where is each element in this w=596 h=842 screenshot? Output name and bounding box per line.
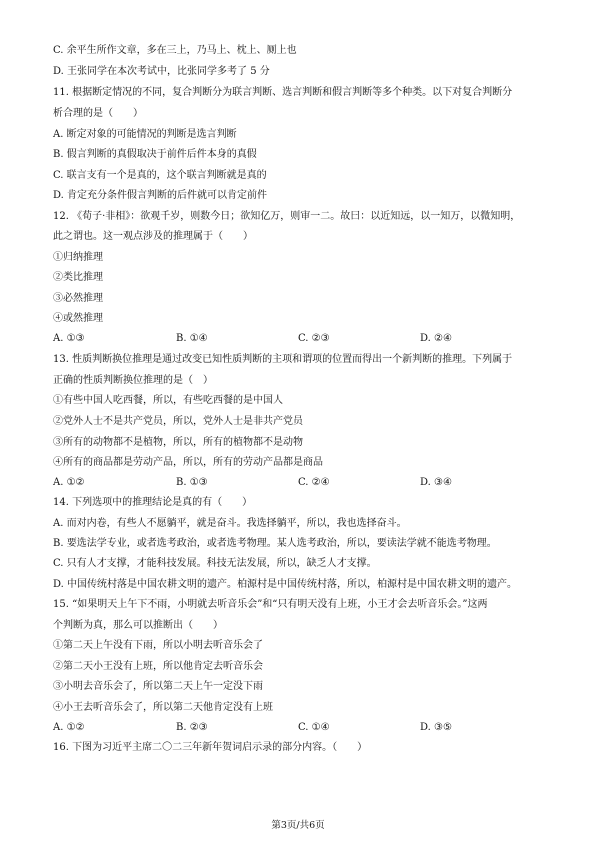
q13-stem-cont: 正确的性质判断换位推理的是（ ） xyxy=(53,375,213,386)
q15-item-1: ①第二天上午没有下雨，所以小明去听音乐会了 xyxy=(53,640,263,651)
q12-item-1: ①归纳推理 xyxy=(53,252,103,263)
q14-option-d: D. 中国传统村落是中国农耕文明的遗产。柏源村是中国传统村落，所以，柏源村是中国农耕文明的遗产。 xyxy=(53,579,518,590)
page-footer: 第3页/共6页 xyxy=(271,820,325,831)
q13-choice-a: A. ①② xyxy=(53,477,85,488)
q11-stem: 11. 根据断定情况的不同，复合判断分为联言判断、选言判断和假言判断等多个种类。以下对复合判断分 xyxy=(53,87,513,98)
q16-stem: 16. 下图为习近平主席二〇二三年新年贺词启示录的部分内容。（ ） xyxy=(53,742,368,753)
q13-item-1: ①有些中国人吃西餐，所以，有些吃西餐的是中国人 xyxy=(53,395,283,406)
q12-stem: 12. 《荀子·非相》：欲观千岁，则数今日；欲知亿万，则审一二。故曰：以近知远，以一知万，以微知明， xyxy=(53,211,521,222)
q13-choice-c: C. ②④ xyxy=(298,477,330,488)
q15-stem-cont: 个判断为真，那么可以推断出（ ） xyxy=(53,620,223,631)
q13-choices xyxy=(53,476,553,490)
q11-option-b: B. 假言判断的真假取决于前件后件本身的真假 xyxy=(53,149,257,160)
q13-choice-d: D. ③④ xyxy=(420,477,452,488)
q15-choice-a: A. ①② xyxy=(53,722,85,733)
q12-item-2: ②类比推理 xyxy=(53,272,103,283)
q12-choice-b: B. ①④ xyxy=(176,333,208,344)
q12-item-4: ④或然推理 xyxy=(53,313,103,324)
q11-option-a: A. 断定对象的可能情况的判断是选言判断 xyxy=(53,129,237,140)
q15-item-2: ②第二天小王没有上班，所以他肯定去听音乐会 xyxy=(53,661,263,672)
q14-option-c: C. 只有人才支撑，才能科技发展。科技无法发展，所以，缺乏人才支撑。 xyxy=(53,558,377,569)
q14-stem: 14. 下列选项中的推理结论是真的有（ ） xyxy=(53,497,253,508)
q11-option-c: C. 联言支有一个是真的，这个联言判断就是真的 xyxy=(53,170,267,181)
q12-item-3: ③必然推理 xyxy=(53,293,103,304)
q12-choices xyxy=(53,332,553,346)
q10-option-c: C. 余平生所作文章，多在三上，乃马上、枕上、厕上也 xyxy=(53,45,297,56)
q15-item-4: ④小王去听音乐会了，所以第二天他肯定没有上班 xyxy=(53,702,273,713)
q13-item-4: ④所有的商品都是劳动产品，所以，所有的劳动产品都是商品 xyxy=(53,457,323,468)
q15-item-3: ③小明去音乐会了，所以第二天上午一定没下雨 xyxy=(53,681,263,692)
q12-choice-d: D. ②④ xyxy=(420,333,452,344)
q12-choice-a: A. ①③ xyxy=(53,333,85,344)
q15-choice-d: D. ③⑤ xyxy=(420,722,452,733)
q15-choices xyxy=(53,721,553,735)
q12-stem-cont: 此之谓也。这一观点涉及的推理属于（ ） xyxy=(53,231,253,242)
q12-choice-c: C. ②③ xyxy=(298,333,330,344)
q10-option-d: D. 王张同学在本次考试中，比张同学多考了 5 分 xyxy=(53,66,270,77)
q15-choice-b: B. ②③ xyxy=(176,722,208,733)
q14-option-b: B. 要选法学专业，或者选考政治，或者选考物理。某人选考政治，所以，要读法学就不能选考物理。 xyxy=(53,538,497,549)
q14-option-a: A. 而对内卷，有些人不愿躺平，就是奋斗。我选择躺平，所以，我也选择奋斗。 xyxy=(53,518,407,529)
q13-stem: 13. 性质判断换位推理是通过改变已知性质判断的主项和谓项的位置而得出一个新判断的推理。下列属于 xyxy=(53,354,513,365)
q13-item-2: ②党外人士不是共产党员，所以，党外人士是非共产党员 xyxy=(53,416,303,427)
q13-item-3: ③所有的动物都不是植物，所以，所有的植物都不是动物 xyxy=(53,437,303,448)
q11-option-d: D. 肯定充分条件假言判断的后件就可以肯定前件 xyxy=(53,190,268,201)
q15-choice-c: C. ①④ xyxy=(298,722,330,733)
q11-stem-cont: 析合理的是（ ） xyxy=(53,108,143,119)
q15-stem: 15. “如果明天上午下不雨，小明就去听音乐会”和“只有明天没有上班，小王才会去听音乐会。”这两 xyxy=(53,599,488,610)
q13-choice-b: B. ①③ xyxy=(176,477,208,488)
